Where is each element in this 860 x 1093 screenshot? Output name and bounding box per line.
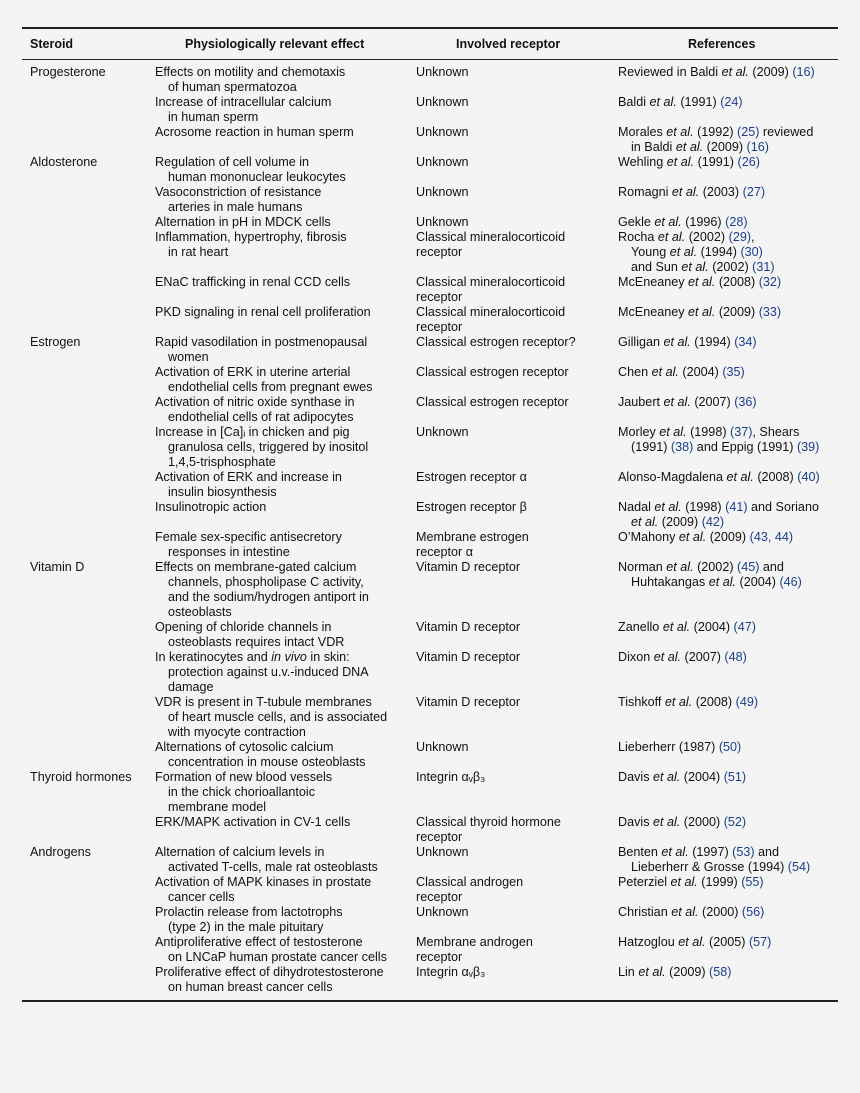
references-cell: Christian et al. (2000) (56) <box>618 905 765 919</box>
receptor-cell: Vitamin D receptor <box>416 650 521 664</box>
effect-cell: PKD signaling in renal cell proliferation <box>155 305 371 319</box>
header-effect: Physiologically relevant effect <box>185 37 365 51</box>
citation-link[interactable]: (43, 44) <box>749 530 794 544</box>
steroid-cell: Androgens <box>30 845 91 859</box>
table-row <box>0 65 860 95</box>
table-row <box>0 395 860 425</box>
citation-link[interactable]: (37) <box>730 425 753 439</box>
citation-link[interactable]: (36) <box>734 395 757 409</box>
receptor-cell: Estrogen receptor α <box>416 470 527 484</box>
citation-link[interactable]: (49) <box>735 695 759 709</box>
effect-cell: Antiproliferative effect of testosterone on LNCaP human prostate cancer cells <box>155 935 387 964</box>
references-cell: Rocha et al. (2002) (29), Young et al. (1994) (30) and Sun et al. (2002) (31) <box>618 230 775 274</box>
receptor-cell: Vitamin D receptor <box>416 695 521 709</box>
references-cell: McEneaney et al. (2008) (32) <box>618 275 782 289</box>
receptor-cell: Classical mineralocorticoid receptor <box>416 230 566 259</box>
references-cell: Romagni et al. (2003) (27) <box>618 185 766 199</box>
references-cell: Lieberherr (1987) (50) <box>618 740 742 754</box>
citation-link[interactable]: (16) <box>792 65 815 79</box>
effect-cell: Alternation of calcium levels in activated T-cells, male rat osteoblasts <box>155 845 378 874</box>
references-cell: Reviewed in Baldi et al. (2009) (16) <box>618 65 815 79</box>
citation-link[interactable]: (42) <box>701 515 725 529</box>
references-cell: Nadal et al. (1998) (41) and Soriano et al. (2009) (42) <box>618 500 819 529</box>
effect-cell: Insulinotropic action <box>155 500 267 514</box>
citation-link[interactable]: (33) <box>758 305 782 319</box>
steroid-cell: Progesterone <box>30 65 106 79</box>
receptor-cell: Classical androgen receptor <box>416 875 524 904</box>
receptor-cell: Integrin αᵥβ₃ <box>416 770 486 784</box>
steroid-cell: Aldosterone <box>30 155 98 169</box>
effect-cell: Effects on membrane-gated calcium channels, phospholipase C activity, and the sodium/hydrogen antiport in osteoblasts <box>155 560 369 619</box>
receptor-cell: Vitamin D receptor <box>416 620 521 634</box>
table-row <box>0 815 860 845</box>
table-row <box>0 95 860 125</box>
table-row <box>0 695 860 740</box>
citation-link[interactable]: (48) <box>724 650 747 664</box>
receptor-cell: Classical estrogen receptor <box>416 395 569 409</box>
references-cell: Wehling et al. (1991) (26) <box>618 155 760 169</box>
references-cell: Davis et al. (2004) (51) <box>618 770 747 784</box>
citation-link[interactable]: (52) <box>723 815 747 829</box>
effect-cell: Female sex-specific antisecretory responses in intestine <box>155 530 342 559</box>
receptor-cell: Estrogen receptor β <box>416 500 527 514</box>
header-receptor: Involved receptor <box>456 37 561 51</box>
citation-link[interactable]: (24) <box>720 95 743 109</box>
effect-cell: Opening of chloride channels in osteoblasts requires intact VDR <box>155 620 345 649</box>
table-body <box>0 65 860 995</box>
table-row <box>0 875 860 905</box>
receptor-cell: Classical estrogen receptor? <box>416 335 576 349</box>
receptor-cell: Unknown <box>416 155 469 169</box>
effect-cell: Alternation in pH in MDCK cells <box>155 215 331 229</box>
citation-link[interactable]: (38) <box>670 440 694 454</box>
references-cell: Benten et al. (1997) (53) and Lieberherr & Grosse (1994) (54) <box>618 845 811 874</box>
header-steroid: Steroid <box>30 37 74 51</box>
receptor-cell: Unknown <box>416 215 469 229</box>
citation-link[interactable]: (40) <box>797 470 820 484</box>
citation-link[interactable]: (58) <box>709 965 732 979</box>
table-row <box>0 305 860 335</box>
effect-cell: Increase in [Ca]ᵢ in chicken and pig granulosa cells, triggered by inositol 1,4,5-trisphosphate <box>155 425 369 469</box>
citation-link[interactable]: (57) <box>748 935 772 949</box>
table-bottom-rule <box>22 1000 838 1002</box>
table-row <box>0 500 860 530</box>
citation-link[interactable]: (30) <box>740 245 763 259</box>
receptor-cell: Classical mineralocorticoid receptor <box>416 275 566 304</box>
table-top-rule <box>22 27 838 29</box>
citation-link[interactable]: (16) <box>746 140 769 154</box>
effect-cell: Proliferative effect of dihydrotestosterone on human breast cancer cells <box>155 965 384 994</box>
references-cell: Alonso-Magdalena et al. (2008) (40) <box>618 470 820 484</box>
table-row <box>0 155 860 185</box>
references-cell: Dixon et al. (2007) (48) <box>618 650 747 664</box>
references-cell: Peterziel et al. (1999) (55) <box>618 875 764 889</box>
effect-cell: Vasoconstriction of resistance arteries in male humans <box>155 185 322 214</box>
effect-cell: Regulation of cell volume in human mononuclear leukocytes <box>155 155 346 184</box>
effect-cell: VDR is present in T-tubule membranes of heart muscle cells, and is associated with myocyte contraction <box>155 695 388 739</box>
table-row <box>0 965 860 995</box>
citation-link[interactable]: (41) <box>725 500 748 514</box>
effect-cell: Formation of new blood vessels in the chick chorioallantoic membrane model <box>155 770 333 814</box>
effect-cell: Prolactin release from lactotrophs (type 2) in the male pituitary <box>155 905 343 934</box>
table-row <box>0 620 860 650</box>
table-row <box>0 770 860 815</box>
effect-cell: Activation of ERK and increase in insulin biosynthesis <box>155 470 342 499</box>
references-cell: Norman et al. (2002) (45) and Huhtakangas et al. (2004) (46) <box>618 560 802 589</box>
references-cell: Gekle et al. (1996) (28) <box>618 215 748 229</box>
effect-cell: Activation of MAPK kinases in prostate cancer cells <box>155 875 372 904</box>
receptor-cell: Classical thyroid hormone receptor <box>416 815 561 844</box>
effect-cell: Increase of intracellular calcium in human sperm <box>155 95 332 124</box>
citation-link[interactable]: (29) <box>728 230 752 244</box>
effect-cell: Alternations of cytosolic calcium concentration in mouse osteoblasts <box>155 740 366 769</box>
receptor-cell: Unknown <box>416 65 469 79</box>
citation-link[interactable]: (50) <box>718 740 742 754</box>
citation-link[interactable]: (56) <box>741 905 765 919</box>
steroid-cell: Vitamin D <box>30 560 85 574</box>
table-row <box>0 470 860 500</box>
receptor-cell: Integrin αᵥβ₃ <box>416 965 486 979</box>
table-row <box>0 845 860 875</box>
receptor-cell: Unknown <box>416 740 469 754</box>
steroid-cell: Thyroid hormones <box>30 770 132 784</box>
header-rule <box>22 59 838 60</box>
receptor-cell: Unknown <box>416 845 469 859</box>
table-row <box>0 230 860 275</box>
table-row <box>0 560 860 620</box>
receptor-cell: Membrane androgen receptor <box>416 935 533 964</box>
table-row <box>0 185 860 215</box>
receptor-cell: Classical mineralocorticoid receptor <box>416 305 566 334</box>
references-cell: Chen et al. (2004) (35) <box>618 365 745 379</box>
citation-link[interactable]: (53) <box>732 845 755 859</box>
receptor-cell: Vitamin D receptor <box>416 560 521 574</box>
effect-cell: ERK/MAPK activation in CV-1 cells <box>155 815 351 829</box>
citation-link[interactable]: (39) <box>796 440 820 454</box>
effect-cell: In keratinocytes and in vivo in skin: protection against u.v.-induced DNA damage <box>155 650 369 694</box>
table-row <box>0 215 860 230</box>
receptor-cell: Membrane estrogen receptor α <box>416 530 529 559</box>
table-row <box>0 335 860 365</box>
citation-link[interactable]: (51) <box>723 770 747 784</box>
citation-link[interactable]: (26) <box>737 155 760 169</box>
citation-link[interactable]: (32) <box>758 275 782 289</box>
references-cell: Tishkoff et al. (2008) (49) <box>618 695 759 709</box>
table-row <box>0 125 860 155</box>
table-row <box>0 275 860 305</box>
citation-link[interactable]: (54) <box>787 860 811 874</box>
table-row <box>0 365 860 395</box>
citation-link[interactable]: (55) <box>741 875 764 889</box>
effect-cell: Activation of nitric oxide synthase in endothelial cells of rat adipocytes <box>155 395 355 424</box>
steroid-cell: Estrogen <box>30 335 81 349</box>
citation-link[interactable]: (45) <box>737 560 760 574</box>
receptor-cell: Unknown <box>416 95 469 109</box>
references-cell: O’Mahony et al. (2009) (43, 44) <box>618 530 794 544</box>
citation-link[interactable]: (47) <box>733 620 756 634</box>
table-row <box>0 935 860 965</box>
receptor-cell: Unknown <box>416 905 469 919</box>
citation-link[interactable]: (34) <box>734 335 757 349</box>
receptor-cell: Classical estrogen receptor <box>416 365 569 379</box>
effect-cell: Activation of ERK in uterine arterial endothelial cells from pregnant ewes <box>155 365 373 394</box>
citation-link[interactable]: (46) <box>779 575 802 589</box>
table-row <box>0 650 860 695</box>
table-row <box>0 425 860 470</box>
references-cell: Lin et al. (2009) (58) <box>618 965 732 979</box>
table-row <box>0 530 860 560</box>
effect-cell: ENaC trafficking in renal CCD cells <box>155 275 351 289</box>
references-cell: Zanello et al. (2004) (47) <box>618 620 756 634</box>
references-cell: Jaubert et al. (2007) (36) <box>618 395 757 409</box>
table-row <box>0 905 860 935</box>
citation-link[interactable]: (31) <box>752 260 775 274</box>
citation-link[interactable]: (28) <box>725 215 748 229</box>
header-references: References <box>688 37 756 51</box>
effect-cell: Effects on motility and chemotaxis of human spermatozoa <box>155 65 346 94</box>
receptor-cell: Unknown <box>416 125 469 139</box>
citation-link[interactable]: (27) <box>742 185 766 199</box>
receptor-cell: Unknown <box>416 185 469 199</box>
references-cell: Baldi et al. (1991) (24) <box>618 95 743 109</box>
references-cell: Morales et al. (1992) (25) reviewed in Baldi et al. (2009) (16) <box>618 125 814 154</box>
effect-cell: Inflammation, hypertrophy, fibrosis in rat heart <box>155 230 347 259</box>
references-cell: McEneaney et al. (2009) (33) <box>618 305 782 319</box>
references-cell: Morley et al. (1998) (37), Shears (1991) (38) and Eppig (1991) (39) <box>618 425 820 454</box>
table-row <box>0 740 860 770</box>
references-cell: Gilligan et al. (1994) (34) <box>618 335 757 349</box>
references-cell: Davis et al. (2000) (52) <box>618 815 747 829</box>
references-cell: Hatzoglou et al. (2005) (57) <box>618 935 772 949</box>
receptor-cell: Unknown <box>416 425 469 439</box>
effect-cell: Rapid vasodilation in postmenopausal women <box>155 335 368 364</box>
effect-cell: Acrosome reaction in human sperm <box>155 125 354 139</box>
citation-link[interactable]: (35) <box>722 365 745 379</box>
citation-link[interactable]: (25) <box>737 125 760 139</box>
